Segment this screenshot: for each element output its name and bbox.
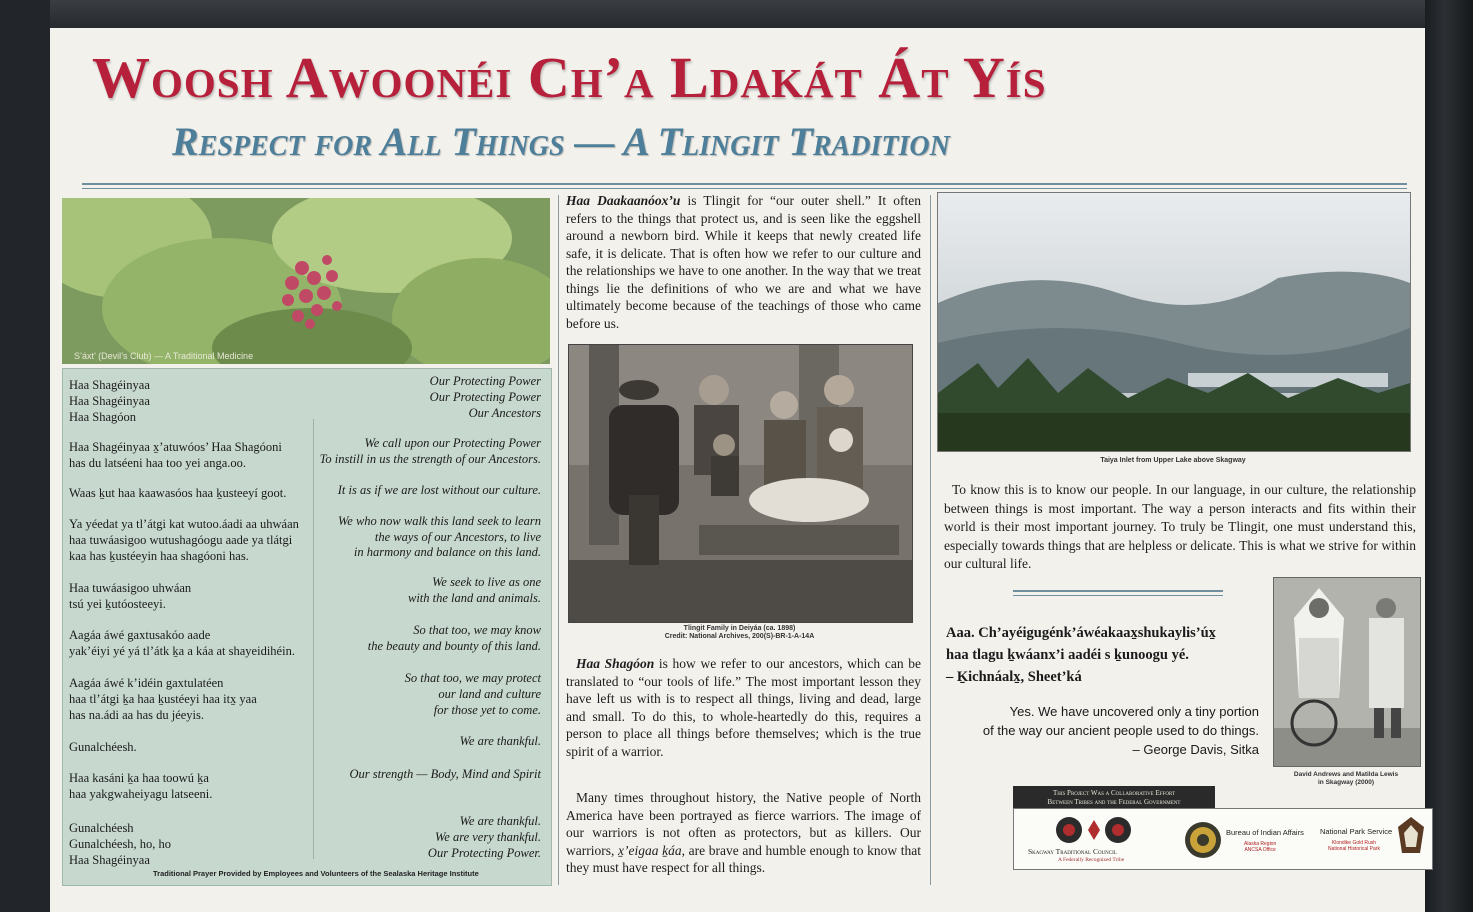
collaboration-line: Between Tribes and the Federal Government [1047, 798, 1181, 806]
dancers-caption-place: in Skagway (2000) [1318, 779, 1374, 786]
bia-sub [1244, 841, 1276, 853]
prayer-english-line: We are thankful. [459, 734, 541, 748]
prayer-english-line: It is as if we are lost without our culture. [337, 483, 541, 497]
header-rule-thin [82, 188, 1407, 190]
collaboration-line: This Project Was a Collaborative Effort [1052, 789, 1176, 797]
prayer-tlingit-line: Waas ḵut haa kaawasóos haa ḵusteeyí goot. [69, 486, 287, 500]
prayer-tlingit-line: yak’éiyi yé yá tl’átk ḵa a káa at shayeidihéin. [69, 644, 295, 658]
sign-subtitle: Respect for All Things — A Tlingit Tradition [172, 119, 950, 164]
prayer-tlingit-line: Haa Shagéinyaa [69, 378, 150, 392]
prayer-english-line: We seek to live as one [432, 575, 541, 589]
nps-sub-line: National Historical Park [1328, 846, 1380, 852]
frame-top [0, 0, 1473, 30]
prayer-tlingit-line: has du latséeni haa too yei anga.oo. [69, 456, 247, 470]
prayer-english-line: Our Protecting Power [429, 390, 541, 404]
nps-name: National Park Service [1320, 827, 1393, 836]
nps-sub [1328, 840, 1380, 852]
tlingit-quote [946, 622, 1216, 688]
column-divider-right [930, 195, 931, 885]
taiya-inlet-photo [937, 192, 1411, 452]
sponsor-logos [1013, 808, 1433, 870]
tlingit-quote-attribution: – Ḵichnáalx̱, Sheet’ká [946, 669, 1082, 685]
frame-left [0, 0, 50, 912]
english-quote-line: of the way our ancient people used to do things. [982, 723, 1259, 738]
ancestors-text: is how we refer to our ancestors, which can be translated to “our tools of life.” The most important lesson they have left us with is to respect all things, living and dead, large and small. To do this, to whole-heartedly do this, requires a person to place all things before themselves; which is the true spirit of a warrior. [566, 656, 921, 759]
prayer-english-line: Our Ancestors [468, 406, 541, 420]
prayer-tlingit-line: Haa kasáni ḵa haa toowú ḵa [69, 771, 209, 785]
prayer-english-line: the ways of our Ancestors, to live [374, 530, 541, 544]
prayer-english-line: with the land and animals. [408, 591, 541, 605]
frame-right [1425, 0, 1473, 912]
prayer-english-line: our land and culture [438, 687, 541, 701]
prayer-english-line: We call upon our Protecting Power [364, 436, 541, 450]
ancestors-paragraph [566, 655, 921, 760]
bia-sub-line: Alaska Region [1244, 841, 1277, 847]
prayer-tlingit-line: Gunalchéesh [69, 821, 134, 835]
english-quote-attribution: – George Davis, Sitka [1132, 742, 1259, 757]
sign-title: Woosh Awoonéi Ch’a Ldakát Át Yís [92, 45, 1047, 110]
prayer-tlingit-line: Ya yéedat ya tl’átgi kat wutoo.áadi aa uhwáan [69, 517, 299, 531]
prayer-english-line: for those yet to come. [433, 703, 541, 717]
prayer-divider [313, 419, 314, 859]
prayer-tlingit-line: has na.ádi aa has du jéeyis. [69, 708, 205, 722]
prayer-english-line: We are very thankful. [435, 830, 541, 844]
tlingit-family-photo [568, 344, 913, 623]
prayer-tlingit-line: haa tuwáasigoo wutushagóogu aade ya tlátgi [69, 533, 293, 547]
tlingit-quote-line: haa tlagu ḵwáanx’i aadéi s ḵunoogu yé. [946, 647, 1189, 663]
warriors-paragraph [566, 789, 921, 877]
prayer-english-line: We who now walk this land seek to learn [338, 514, 541, 528]
outer-shell-text: is Tlingit for “our outer shell.” It often refers to the things that protect us, and is seen like the eggshell around a newborn bird. While it keeps that newly created life safe, it is delicate. That is often how we refer to our culture and the relationships we have to one another. In the way that we treat things lie the definitions of who we are and what we have ultimately become because of the teachings of those who came before us. [566, 193, 922, 331]
prayer-tlingit-line: Aagáa áwé gaxtusakóo aade [69, 628, 211, 642]
prayer-tlingit-line: kaa has ḵustéeyin haa shagóoni has. [69, 549, 249, 563]
prayer-tlingit-line: Gunalchéesh. [69, 740, 137, 754]
prayer-tlingit-line: Gunalchéesh, ho, ho [69, 837, 172, 851]
skagway-council-logo [1054, 815, 1134, 845]
outer-shell-paragraph [566, 192, 921, 332]
prayer-english-line: Our strength — Body, Mind and Spirit [349, 767, 541, 781]
skagway-council-sub: A Federally Recognized Tribe [1058, 857, 1125, 863]
dancers-photo [1273, 577, 1421, 767]
quote-rule [1013, 590, 1223, 592]
prayer-english-line: the beauty and bounty of this land. [367, 639, 541, 653]
column-divider-left [558, 195, 559, 885]
traditional-prayer-panel [62, 368, 552, 886]
prayer-tlingit-line: Haa Shagéinyaa x̱’atuwóos’ Haa Shagóoni [69, 440, 282, 454]
english-quote-line: Yes. We have uncovered only a tiny portion [1009, 704, 1259, 719]
family-photo-caption-title: Tlingit Family in Deiyáa (ca. 1898) [683, 625, 796, 632]
prayer-tlingit-line: Haa Shagóon [69, 410, 136, 424]
warriors-text-a: Many times throughout history, the Native people of North America have been portrayed as fierce warriors. The image of our warriors is not often as protectors, but as killers. Our warriors, [566, 790, 921, 858]
family-photo-caption [568, 625, 911, 641]
term-haa-daakaanooxu: Haa Daakaanóox’u [566, 193, 681, 208]
term-xeigaa-kaa: x̱’eigaa ḵáa [618, 842, 682, 858]
know-our-people-paragraph [944, 481, 1416, 574]
prayer-tlingit-line: tsú yei ḵutóosteeyi. [69, 597, 166, 611]
bia-name: Bureau of Indian Affairs [1226, 828, 1304, 837]
prayer-credit: Traditional Prayer Provided by Employees and Volunteers of the Sealaska Heritage Institute [153, 869, 479, 878]
devils-club-photo [62, 198, 550, 364]
prayer-english-line: in harmony and balance on this land. [353, 545, 541, 559]
bia-sub-line: ANCSA Office [1244, 847, 1276, 853]
prayer-english-line: To instill in us the strength of our Ancestors. [319, 452, 541, 466]
warriors-text-b: , are brave and humble enough to know that they must have respect for all things. [566, 842, 921, 875]
nps-arrowhead-logo [1396, 815, 1426, 855]
bia-seal-logo [1184, 821, 1222, 859]
dancers-caption [1273, 771, 1419, 787]
nps-sub-line: Klondike Gold Rush [1331, 840, 1377, 846]
prayer-tlingit-line: Haa Shagéinyaa [69, 853, 150, 867]
skagway-council-name: Skagway Traditional Council [1028, 847, 1117, 856]
taiya-inlet-caption: Taiya Inlet from Upper Lake above Skagway [1100, 457, 1246, 464]
know-our-people-text: To know this is to know our people. In our language, in our culture, the relationship between things is most important. The way a person interacts and fits within their world is their most important journey. To truly be Tlingit, one must understand this, especially towards things that are helpless or delicate. This is what we strive for within our cultural life. [944, 482, 1416, 571]
english-quote [955, 702, 1259, 759]
prayer-english-line: Our Protecting Power. [427, 846, 541, 860]
quote-rule-thin [1013, 595, 1223, 596]
prayer-tlingit-line: Haa tuwáasigoo uhwáan [69, 581, 192, 595]
prayer-english-line: So that too, we may know [413, 623, 541, 637]
prayer-english-line: Our Protecting Power [429, 374, 541, 388]
prayer-english-line: So that too, we may protect [404, 671, 541, 685]
dancers-caption-names: David Andrews and Matilda Lewis [1293, 771, 1399, 778]
prayer-english-line: We are thankful. [459, 814, 541, 828]
term-haa-shagoon: Haa Shagóon [576, 656, 655, 671]
devils-club-caption: S’áxt’ (Devil’s Club) — A Traditional Medicine [74, 351, 254, 361]
prayer-tlingit-line: Haa Shagéinyaa [69, 394, 150, 408]
header-rule [82, 183, 1407, 186]
family-photo-caption-credit: Credit: National Archives, 200(S)-BR-1-A-14A [664, 633, 815, 640]
prayer-tlingit-line: haa tl’átgi ḵa haa ḵustéeyi haa itx̱ yaa [69, 692, 257, 706]
prayer-tlingit-line: Aagáa áwé k’idéin gaxtulatéen [69, 676, 224, 690]
tlingit-quote-line: Aaa. Ch’ayéigugénk’áwéakaax̱shukaylis’úx̱ [946, 625, 1216, 641]
prayer-tlingit-line: haa yakgwaheiyagu latseeni. [69, 787, 213, 801]
